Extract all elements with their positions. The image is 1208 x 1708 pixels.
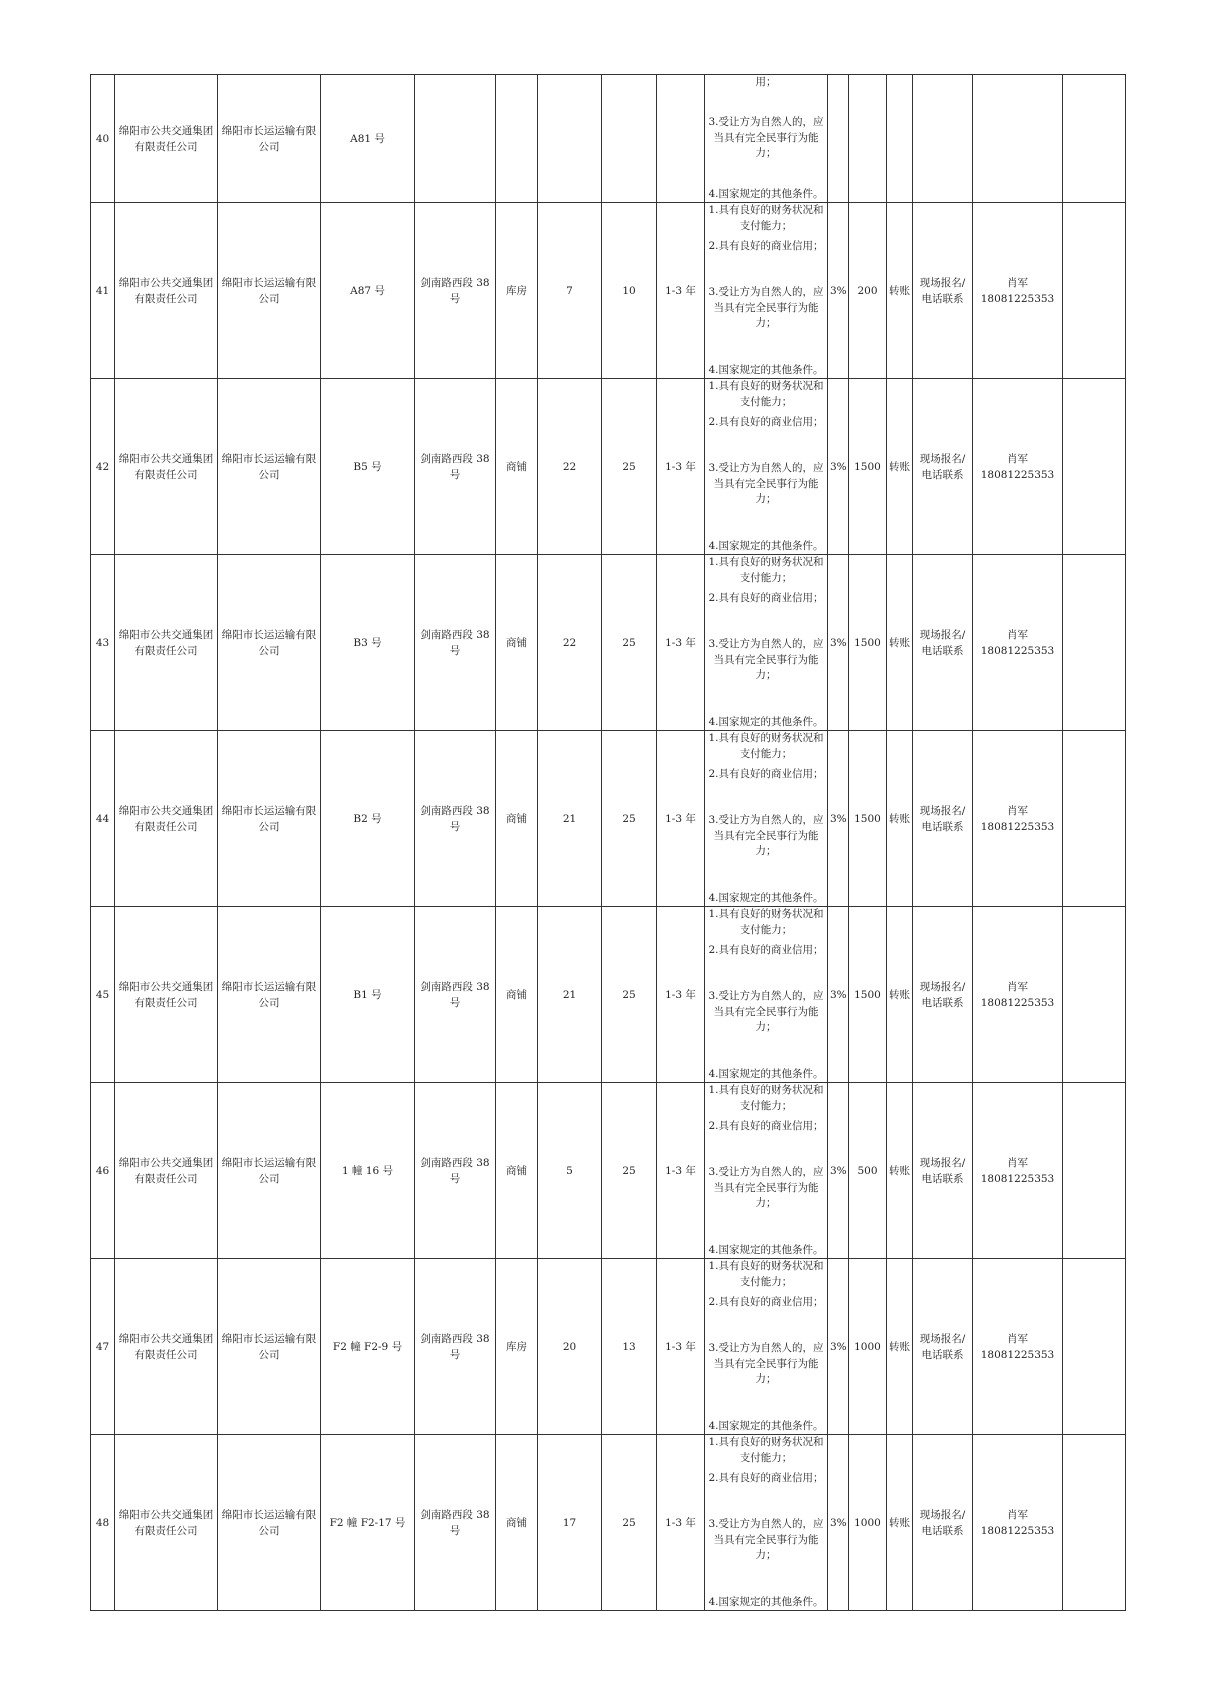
condition-2: 2.具有良好的商业信用；: [708, 767, 824, 780]
cell-use: 商铺: [496, 555, 538, 731]
cell-term: 1-3 年: [657, 907, 705, 1083]
cell-method: 现场报名/电话联系: [913, 1083, 973, 1259]
condition-4: 4.国家规定的其他条件。: [708, 539, 824, 552]
condition-2: 2.具有良好的商业信用；: [708, 943, 824, 956]
condition-1: 1.具有良好的财务状况和支付能力；: [708, 1260, 824, 1288]
condition-4: 4.国家规定的其他条件。: [708, 1243, 824, 1256]
cell-note: [1063, 731, 1126, 907]
cell-area: 17: [538, 1435, 602, 1611]
cell-no: 43: [91, 555, 115, 731]
contact-name: 肖军: [1007, 980, 1028, 993]
cell-note: [1063, 1259, 1126, 1435]
cell-note: [1063, 379, 1126, 555]
condition-3: 3.受让方为自然人的，应当具有完全民事行为能力；: [708, 1518, 824, 1561]
cell-contact: [973, 75, 1063, 203]
cell-increase: 3%: [828, 1259, 849, 1435]
cell-conditions: [705, 75, 828, 203]
cell-payment: 转账: [887, 555, 913, 731]
cell-increase: 3%: [828, 1435, 849, 1611]
cell-increase: 3%: [828, 907, 849, 1083]
contact-name: 肖军: [1007, 804, 1028, 817]
cell-payment: 转账: [887, 203, 913, 379]
cell-subject: 绵阳市长运运输有限公司: [218, 1083, 321, 1259]
cell-payment: [887, 75, 913, 203]
cell-conditions: [705, 1259, 828, 1435]
cell-conditions: [705, 555, 828, 731]
cell-payment: 转账: [887, 1259, 913, 1435]
cell-subject: 绵阳市长运运输有限公司: [218, 731, 321, 907]
table-row: [91, 907, 1126, 1083]
cell-unit: F2 幢 F2-9 号: [321, 1259, 415, 1435]
cell-contact: [973, 555, 1063, 731]
cell-rent: 25: [602, 555, 657, 731]
condition-1: 1.具有良好的财务状况和支付能力；: [708, 1436, 824, 1464]
cell-method: 现场报名/电话联系: [913, 907, 973, 1083]
condition-3: 3.受让方为自然人的，应当具有完全民事行为能力；: [708, 462, 824, 505]
table-row: [91, 203, 1126, 379]
cell-contact: [973, 203, 1063, 379]
cell-unit: B5 号: [321, 379, 415, 555]
cell-increase: [828, 75, 849, 203]
cell-owner: 绵阳市公共交通集团有限责任公司: [115, 555, 218, 731]
cell-unit: B1 号: [321, 907, 415, 1083]
condition-3: 3.受让方为自然人的，应当具有完全民事行为能力；: [708, 286, 824, 329]
cell-conditions: [705, 1083, 828, 1259]
cell-unit: B3 号: [321, 555, 415, 731]
cell-method: 现场报名/电话联系: [913, 731, 973, 907]
cell-rent: 25: [602, 731, 657, 907]
cell-contact: [973, 1435, 1063, 1611]
cell-owner: 绵阳市公共交通集团有限责任公司: [115, 203, 218, 379]
cell-subject: 绵阳市长运运输有限公司: [218, 203, 321, 379]
table-row: [91, 1083, 1126, 1259]
cell-term: 1-3 年: [657, 1083, 705, 1259]
cell-owner: 绵阳市公共交通集团有限责任公司: [115, 1083, 218, 1259]
cell-deposit: 1500: [849, 731, 887, 907]
cell-unit: A87 号: [321, 203, 415, 379]
cell-contact: [973, 1259, 1063, 1435]
cell-note: [1063, 555, 1126, 731]
cell-term: 1-3 年: [657, 731, 705, 907]
cell-method: 现场报名/电话联系: [913, 1435, 973, 1611]
condition-1: 1.具有良好的财务状况和支付能力；: [708, 380, 824, 408]
condition-1: 1.具有良好的财务状况和支付能力；: [708, 732, 824, 760]
cell-area: 22: [538, 379, 602, 555]
condition-2: 2.具有良好的商业信用；: [708, 239, 824, 252]
cell-owner: 绵阳市公共交通集团有限责任公司: [115, 731, 218, 907]
condition-3: 3.受让方为自然人的，应当具有完全民事行为能力；: [708, 116, 824, 160]
contact-phone: 18081225353: [980, 644, 1055, 657]
cell-increase: 3%: [828, 1083, 849, 1259]
cell-payment: 转账: [887, 379, 913, 555]
cell-unit: B2 号: [321, 731, 415, 907]
contact-name: 肖军: [1007, 1332, 1028, 1345]
table-row: [91, 379, 1126, 555]
cell-term: 1-3 年: [657, 203, 705, 379]
condition-4: 4.国家规定的其他条件。: [708, 363, 824, 376]
condition-2: 2.具有良好的商业信用；: [708, 1295, 824, 1308]
cell-contact: [973, 907, 1063, 1083]
cell-deposit: [849, 75, 887, 203]
cell-use: 商铺: [496, 907, 538, 1083]
cell-rent: 25: [602, 379, 657, 555]
cell-no: 42: [91, 379, 115, 555]
cell-note: [1063, 75, 1126, 203]
cell-no: 48: [91, 1435, 115, 1611]
cell-rent: [602, 75, 657, 203]
condition-3: 3.受让方为自然人的，应当具有完全民事行为能力；: [708, 638, 824, 681]
cell-term: 1-3 年: [657, 555, 705, 731]
condition-2: 2.具有良好的商业信用；: [708, 1471, 824, 1484]
cell-subject: 绵阳市长运运输有限公司: [218, 75, 321, 203]
contact-name: 肖军: [1007, 452, 1028, 465]
cell-deposit: 200: [849, 203, 887, 379]
cell-no: 46: [91, 1083, 115, 1259]
cell-no: 44: [91, 731, 115, 907]
cell-method: 现场报名/电话联系: [913, 555, 973, 731]
cell-rent: 25: [602, 907, 657, 1083]
cell-conditions: [705, 907, 828, 1083]
contact-name: 肖军: [1007, 1156, 1028, 1169]
cell-payment: 转账: [887, 907, 913, 1083]
cell-deposit: 1500: [849, 555, 887, 731]
cell-area: 21: [538, 731, 602, 907]
cell-subject: 绵阳市长运运输有限公司: [218, 907, 321, 1083]
cell-note: [1063, 907, 1126, 1083]
cell-rent: 25: [602, 1435, 657, 1611]
cell-no: 40: [91, 75, 115, 203]
cell-no: 45: [91, 907, 115, 1083]
cell-address: 剑南路西段 38 号: [415, 1259, 496, 1435]
cell-use: 商铺: [496, 731, 538, 907]
cell-owner: 绵阳市公共交通集团有限责任公司: [115, 379, 218, 555]
contact-phone: 18081225353: [980, 996, 1055, 1009]
cell-use: 商铺: [496, 1083, 538, 1259]
cell-method: [913, 75, 973, 203]
cell-area: 20: [538, 1259, 602, 1435]
cell-subject: 绵阳市长运运输有限公司: [218, 379, 321, 555]
contact-phone: 18081225353: [980, 1172, 1055, 1185]
cell-address: 剑南路西段 38 号: [415, 555, 496, 731]
condition-3: 3.受让方为自然人的，应当具有完全民事行为能力；: [708, 990, 824, 1033]
condition-4: 4.国家规定的其他条件。: [708, 715, 824, 728]
condition-4: 4.国家规定的其他条件。: [708, 891, 824, 904]
cell-conditions: [705, 1435, 828, 1611]
contact-phone: 18081225353: [980, 468, 1055, 481]
condition-1: 1.具有良好的财务状况和支付能力；: [708, 204, 824, 232]
cell-use: 库房: [496, 203, 538, 379]
cell-address: [415, 75, 496, 203]
cell-rent: 10: [602, 203, 657, 379]
condition-tail: 用；: [755, 76, 777, 88]
cell-rent: 25: [602, 1083, 657, 1259]
cell-subject: 绵阳市长运运输有限公司: [218, 1259, 321, 1435]
cell-area: 7: [538, 203, 602, 379]
contact-name: 肖军: [1007, 276, 1028, 289]
cell-deposit: 500: [849, 1083, 887, 1259]
contact-phone: 18081225353: [980, 1524, 1055, 1537]
cell-unit: 1 幢 16 号: [321, 1083, 415, 1259]
cell-deposit: 1500: [849, 379, 887, 555]
cell-owner: 绵阳市公共交通集团有限责任公司: [115, 907, 218, 1083]
cell-area: [538, 75, 602, 203]
cell-increase: 3%: [828, 379, 849, 555]
cell-owner: 绵阳市公共交通集团有限责任公司: [115, 75, 218, 203]
condition-1: 1.具有良好的财务状况和支付能力；: [708, 908, 824, 936]
cell-payment: 转账: [887, 1435, 913, 1611]
cell-payment: 转账: [887, 731, 913, 907]
condition-3: 3.受让方为自然人的，应当具有完全民事行为能力；: [708, 1166, 824, 1209]
cell-method: 现场报名/电话联系: [913, 379, 973, 555]
cell-increase: 3%: [828, 555, 849, 731]
cell-address: 剑南路西段 38 号: [415, 1435, 496, 1611]
cell-note: [1063, 1083, 1126, 1259]
condition-2: 2.具有良好的商业信用；: [708, 415, 824, 428]
cell-address: 剑南路西段 38 号: [415, 1083, 496, 1259]
cell-increase: 3%: [828, 203, 849, 379]
table-row: [91, 731, 1126, 907]
cell-term: 1-3 年: [657, 379, 705, 555]
cell-note: [1063, 1435, 1126, 1611]
condition-3: 3.受让方为自然人的，应当具有完全民事行为能力；: [708, 814, 824, 857]
contact-phone: 18081225353: [980, 1348, 1055, 1361]
contact-phone: 18081225353: [980, 820, 1055, 833]
cell-increase: 3%: [828, 731, 849, 907]
cell-method: 现场报名/电话联系: [913, 203, 973, 379]
cell-area: 22: [538, 555, 602, 731]
cell-conditions: [705, 731, 828, 907]
contact-name: 肖军: [1007, 628, 1028, 641]
cell-subject: 绵阳市长运运输有限公司: [218, 555, 321, 731]
condition-2: 2.具有良好的商业信用；: [708, 1119, 824, 1132]
condition-4: 4.国家规定的其他条件。: [708, 1595, 824, 1608]
listing-table: [90, 74, 1126, 1611]
table-row: [91, 1259, 1126, 1435]
cell-address: 剑南路西段 38 号: [415, 203, 496, 379]
cell-use: 库房: [496, 1259, 538, 1435]
cell-contact: [973, 731, 1063, 907]
cell-term: [657, 75, 705, 203]
cell-subject: 绵阳市长运运输有限公司: [218, 1435, 321, 1611]
cell-address: 剑南路西段 38 号: [415, 907, 496, 1083]
table-row: [91, 555, 1126, 731]
cell-payment: 转账: [887, 1083, 913, 1259]
cell-use: [496, 75, 538, 203]
cell-owner: 绵阳市公共交通集团有限责任公司: [115, 1259, 218, 1435]
cell-area: 5: [538, 1083, 602, 1259]
cell-rent: 13: [602, 1259, 657, 1435]
contact-phone: 18081225353: [980, 292, 1055, 305]
cell-unit: A81 号: [321, 75, 415, 203]
cell-deposit: 1000: [849, 1259, 887, 1435]
cell-deposit: 1000: [849, 1435, 887, 1611]
cell-no: 41: [91, 203, 115, 379]
cell-conditions: [705, 379, 828, 555]
cell-contact: [973, 379, 1063, 555]
cell-address: 剑南路西段 38 号: [415, 731, 496, 907]
cell-note: [1063, 203, 1126, 379]
cell-method: 现场报名/电话联系: [913, 1259, 973, 1435]
condition-2: 2.具有良好的商业信用；: [708, 591, 824, 604]
cell-use: 商铺: [496, 1435, 538, 1611]
contact-name: 肖军: [1007, 1508, 1028, 1521]
condition-4: 4.国家规定的其他条件。: [708, 1419, 824, 1432]
cell-unit: F2 幢 F2-17 号: [321, 1435, 415, 1611]
cell-deposit: 1500: [849, 907, 887, 1083]
cell-owner: 绵阳市公共交通集团有限责任公司: [115, 1435, 218, 1611]
cell-use: 商铺: [496, 379, 538, 555]
cell-area: 21: [538, 907, 602, 1083]
cell-conditions: [705, 203, 828, 379]
table-row: [91, 75, 1126, 203]
condition-4: 4.国家规定的其他条件。: [708, 1067, 824, 1080]
cell-contact: [973, 1083, 1063, 1259]
condition-4: 4.国家规定的其他条件。: [708, 187, 824, 200]
cell-address: 剑南路西段 38 号: [415, 379, 496, 555]
cell-term: 1-3 年: [657, 1435, 705, 1611]
condition-1: 1.具有良好的财务状况和支付能力；: [708, 1084, 824, 1112]
condition-1: 1.具有良好的财务状况和支付能力；: [708, 556, 824, 584]
cell-no: 47: [91, 1259, 115, 1435]
cell-term: 1-3 年: [657, 1259, 705, 1435]
table-row: [91, 1435, 1126, 1611]
condition-3: 3.受让方为自然人的，应当具有完全民事行为能力；: [708, 1342, 824, 1385]
